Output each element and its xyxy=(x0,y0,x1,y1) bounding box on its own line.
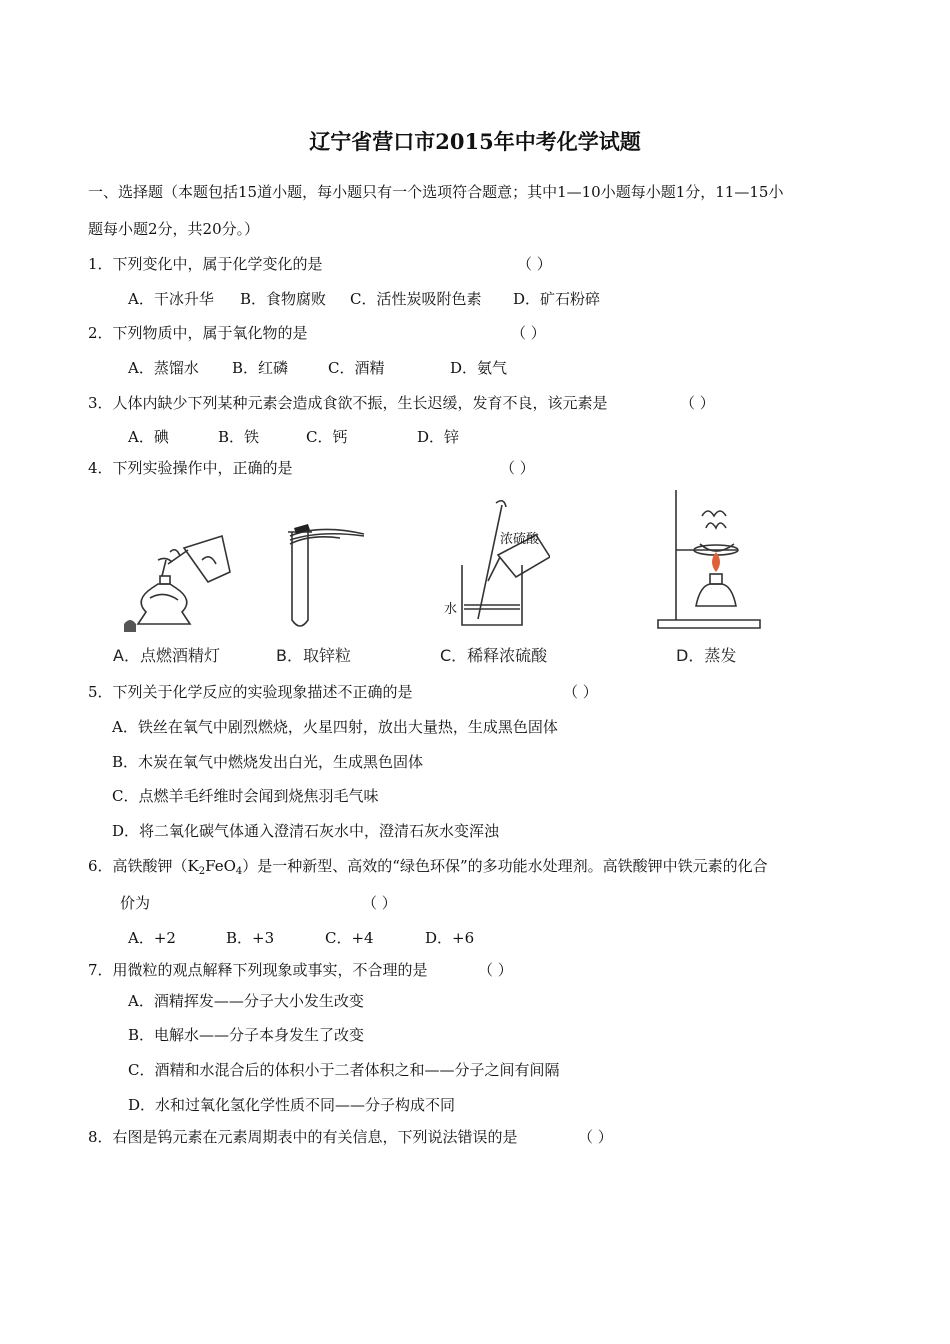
q6-option-d: D．+6 xyxy=(425,929,475,947)
q5-option-d: D．将二氧化碳气体通入澄清石灰水中，澄清石灰水变浑浊 xyxy=(112,822,500,840)
evaporation-figure xyxy=(650,488,765,633)
q1-stem: 1．下列变化中，属于化学变化的是 xyxy=(88,255,323,273)
q1-answer-blank: （ ） xyxy=(517,255,552,273)
q8-stem: 8．右图是钨元素在元素周期表中的有关信息，下列说法错误的是 xyxy=(88,1128,518,1146)
section-heading-line2: 题每小题2分，共20分。） xyxy=(88,220,260,238)
q8-answer-blank: （ ） xyxy=(578,1128,613,1146)
q7-option-d: D．水和过氧化氢化学性质不同——分子构成不同 xyxy=(128,1096,456,1114)
q1-option-c: C．活性炭吸附色素 xyxy=(350,290,482,308)
page-title: 辽宁省营口市2015年中考化学试题 xyxy=(309,129,641,154)
q3-stem: 3．人体内缺少下列某种元素会造成食欲不振，生长迟缓，发育不良，该元素是 xyxy=(88,394,608,412)
figure-a-caption: A．点燃酒精灯 xyxy=(113,646,220,665)
q7-answer-blank: （ ） xyxy=(478,961,513,979)
q2-answer-blank: （ ） xyxy=(511,324,546,342)
q3-option-c: C．钙 xyxy=(306,428,348,446)
q7-option-c: C．酒精和水混合后的体积小于二者体积之和——分子之间有间隔 xyxy=(128,1061,560,1079)
q5-option-a: A．铁丝在氧气中剧烈燃烧，火星四射，放出大量热，生成黑色固体 xyxy=(112,718,558,736)
q4-answer-blank: （ ） xyxy=(500,459,535,477)
q3-option-a: A．碘 xyxy=(128,428,169,446)
q6-option-b: B．+3 xyxy=(226,929,275,947)
water-label: 水 xyxy=(444,602,458,617)
q3-answer-blank: （ ） xyxy=(680,394,715,412)
q1-option-b: B．食物腐败 xyxy=(240,290,327,308)
figure-c-caption: C．稀释浓硫酸 xyxy=(440,646,548,665)
q2-option-d: D．氨气 xyxy=(450,359,508,377)
q2-option-c: C．酒精 xyxy=(328,359,385,377)
figure-b-caption: B．取锌粒 xyxy=(276,646,351,665)
q6-stem: 6．高铁酸钾$(K_2FeO_4)$是一种新型、高效的“绿色环保”的多功能水处理剂。高铁酸钾中铁元素的化合 xyxy=(88,857,768,877)
q2-stem: 2．下列物质中，属于氧化物的是 xyxy=(88,324,308,342)
q3-option-d: D．锌 xyxy=(417,428,460,446)
q7-option-b: B．电解水——分子本身发生了改变 xyxy=(128,1026,365,1044)
q7-option-a: A．酒精挥发——分子大小发生改变 xyxy=(128,992,364,1010)
q4-stem: 4．下列实验操作中，正确的是 xyxy=(88,459,293,477)
q6-option-c: C．+4 xyxy=(325,929,374,947)
section-heading-line1: 一、选择题（本题包括15道小题，每小题只有一个选项符合题意；其中1—10小题每小题1分，11—15小 xyxy=(88,183,784,201)
q6-answer-blank: （ ） xyxy=(362,894,397,912)
q2-option-b: B．红磷 xyxy=(232,359,289,377)
q2-option-a: A．蒸馏水 xyxy=(128,359,199,377)
figure-d-caption: D．蒸发 xyxy=(676,646,737,665)
alcohol-lamp-figure xyxy=(118,520,248,635)
q7-stem: 7．用微粒的观点解释下列现象或事实，不合理的是 xyxy=(88,961,428,979)
q3-option-b: B．铁 xyxy=(218,428,260,446)
q1-option-a: A．干冰升华 xyxy=(128,290,214,308)
q5-option-b: B．木炭在氧气中燃烧发出白光，生成黑色固体 xyxy=(112,753,424,771)
q5-option-c: C．点燃羊毛纤维时会闻到烧焦羽毛气味 xyxy=(112,787,379,805)
test-tube-tongs-figure xyxy=(280,520,370,635)
q6-option-a: A．+2 xyxy=(128,929,176,947)
q1-option-d: D．矿石粉碎 xyxy=(513,290,601,308)
acid-label: 浓硫酸 xyxy=(500,532,540,547)
q6-stem-line2: 价为 xyxy=(120,894,151,912)
q5-answer-blank: （ ） xyxy=(563,683,598,701)
q5-stem: 5．下列关于化学反应的实验现象描述不正确的是 xyxy=(88,683,413,701)
